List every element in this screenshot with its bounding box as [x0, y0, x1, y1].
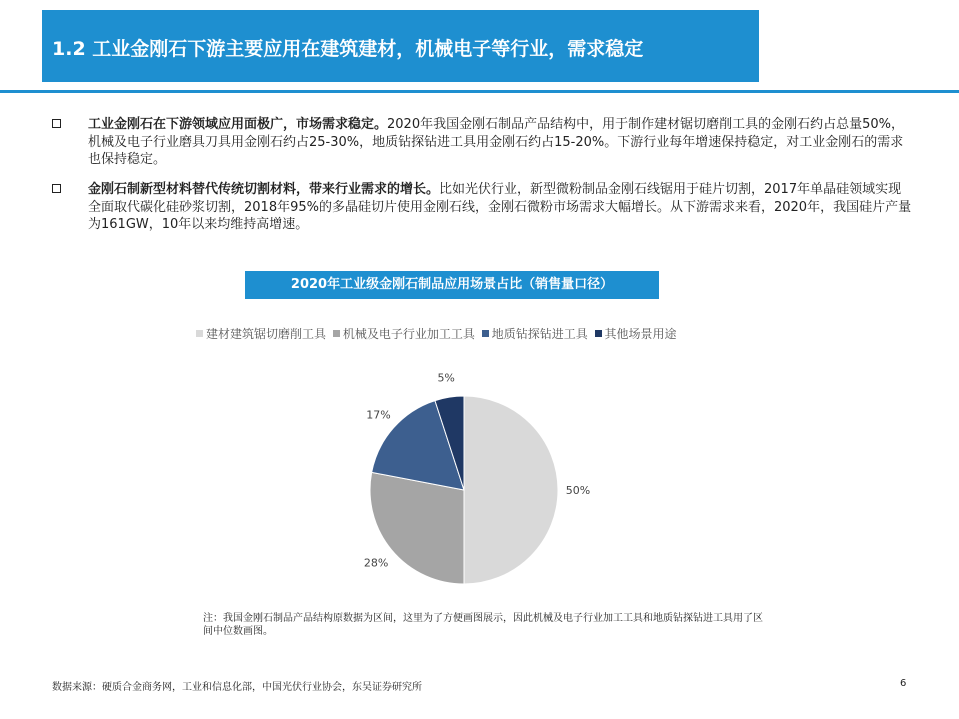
header-divider [0, 90, 959, 93]
pie-slice [464, 396, 558, 584]
pie-chart [300, 360, 620, 600]
bullet-text-2 [88, 181, 912, 234]
bullet-bold-2: 金刚石制新型材料替代传统切割材料，带来行业需求的增长。 [88, 182, 440, 197]
bullet-item-1 [52, 116, 912, 169]
checkbox-bullet-icon [52, 184, 61, 193]
bullet-body-1: 2020年我国金刚石制品产品结构中，用于制作建材锯切磨削工具的金刚石约占总量50%，机械及电子行业磨具刀具用金刚石约占25-30%，地质钻探钻进工具用金刚石约占15-20%。下游行业每年增速保持稳定，对工业金刚石的需求也保持稳定。 [88, 117, 904, 167]
chart-note: 注：我国金刚石制品产品结构原数据为区间，这里为了方便画图展示，因此机械及电子行业加工工具和地质钻探钻进工具用了区间中位数画图。 [203, 613, 763, 637]
checkbox-bullet-icon [52, 119, 61, 128]
legend-label: 机械及电子行业加工工具 [342, 327, 475, 341]
data-source: 数据来源：硬质合金商务网，工业和信息化部，中国光伏行业协会，东吴证券研究所 [52, 682, 422, 693]
legend-label: 其他场景用途 [604, 327, 677, 341]
legend-swatch [196, 330, 203, 337]
chart-title: 2020年工业级金刚石制品应用场景占比（销售量口径） [290, 277, 614, 292]
pie-data-label: 17% [366, 408, 391, 422]
bullet-text-1 [88, 116, 912, 169]
legend-item [595, 325, 677, 342]
page-title: 1.2 工业金刚石下游主要应用在建筑建材，机械电子等行业，需求稳定 [52, 38, 644, 60]
bullet-bold-1: 工业金刚石在下游领域应用面极广，市场需求稳定。 [88, 117, 388, 132]
pie-data-label: 50% [565, 484, 591, 497]
pie-data-label: 28% [363, 556, 389, 570]
legend-item [196, 325, 326, 342]
legend-swatch [333, 330, 340, 337]
legend-label: 地质钻探钻进工具 [491, 327, 588, 341]
legend-swatch [482, 330, 489, 337]
legend-swatch [595, 330, 602, 337]
pie-data-label: 5% [437, 371, 455, 385]
legend-item [482, 325, 588, 342]
legend-item [333, 325, 475, 342]
legend-label: 建材建筑锯切磨削工具 [206, 327, 327, 341]
bullet-body-2: 比如光伏行业，新型微粉制品金刚石线锯用于硅片切割，2017年单晶硅领域实现全面取代碳化硅砂浆切割，2018年95%的多晶硅切片使用金刚石线，金刚石微粉市场需求大幅增长。从下游需求来看，2020年，我国硅片产量为161GW，10年以来均维持高增速。 [88, 182, 912, 232]
chart-title-bar [245, 271, 659, 299]
page-number: 6 [900, 678, 907, 689]
bullet-item-2 [52, 181, 912, 234]
chart-legend [196, 325, 680, 342]
